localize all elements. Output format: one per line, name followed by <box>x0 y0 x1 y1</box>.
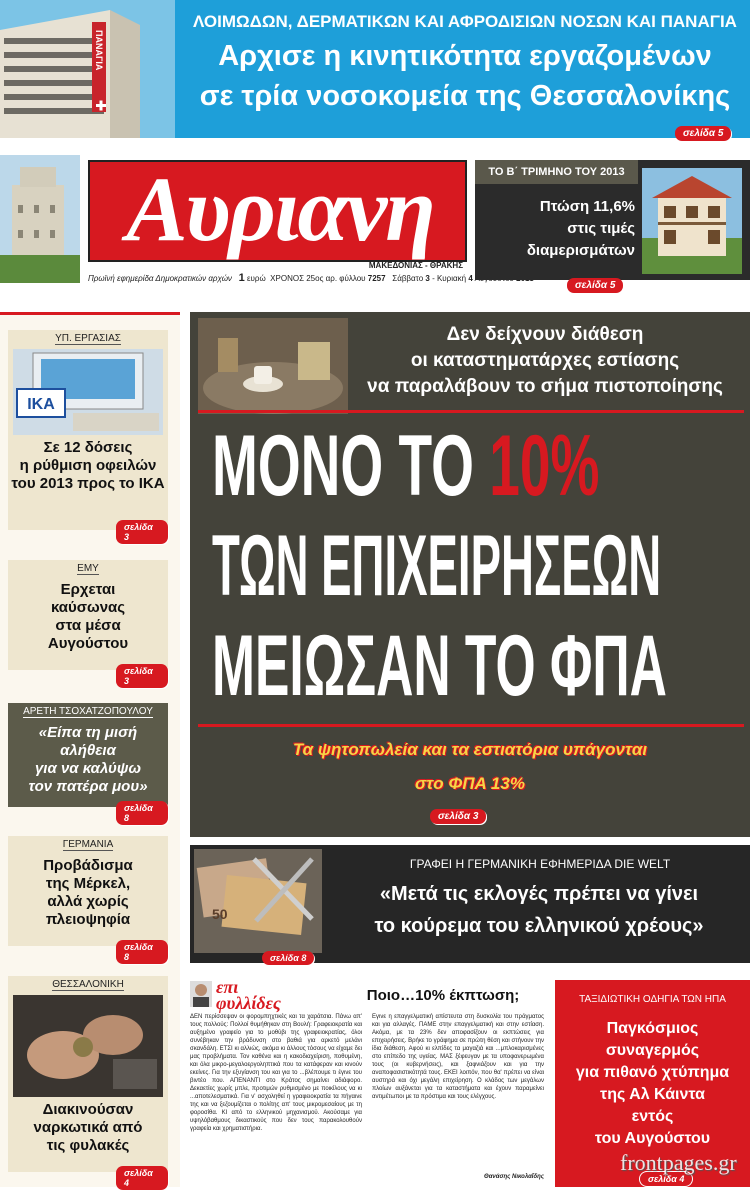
main-headline-line2 <box>212 518 750 614</box>
column-section[interactable] <box>190 975 546 1185</box>
page-ref[interactable]: σελίδα 3 <box>116 520 168 544</box>
page-ref[interactable]: σελίδα 8 <box>116 801 168 825</box>
masthead-year: ΧΡΟΝΟΣ 25ος αρ. φύλλου <box>270 274 366 283</box>
building-sign-text: ΠΑΝΑΓΙΑ <box>94 30 104 71</box>
masthead-info-line <box>88 272 473 284</box>
travel-line: της Αλ Κάιντα <box>600 1086 705 1103</box>
sidebar-line: Διακινούσαν <box>42 1101 134 1118</box>
sidebar-line: της Μέρκελ, <box>45 875 131 892</box>
sidebar-line: καύσωνας <box>50 599 126 616</box>
watermark: frontpages.gr <box>620 1150 737 1175</box>
welt-kicker: ΓΡΑΦΕΙ Η ΓΕΡΜΑΝΙΚΗ ΕΦΗΜΕΡΙΔΑ DIE WELT <box>409 857 671 871</box>
masthead-date-prefix: Σάββατο <box>392 274 424 283</box>
masthead-date-day1: 3 <box>425 274 430 283</box>
top-banner-kicker: ΛΟΙΜΩΔΩΝ, ΔΕΡΜΑΤΙΚΩΝ ΚΑΙ ΑΦΡΟΔΙΣΙΩΝ ΝΟΣΩΝ ΚΑΙ ΠΑΝΑΓΙΑ <box>193 12 737 31</box>
ika-computer-image <box>13 349 163 435</box>
main-sub-1: Τα ψητοπωλεία και τα εστιατόρια υπάγονται <box>292 740 648 759</box>
column-logo-1: επι <box>216 977 239 997</box>
column-title: Ποιο…10% έκπτωση; <box>366 987 520 1004</box>
masthead-issue: 7257 <box>367 274 386 283</box>
sidebar-line: Σε 12 δόσεις <box>43 439 133 456</box>
white-tower-image <box>0 155 80 283</box>
main-headline-2: ΤΩΝ ΕΠΙΧΕΙΡΗΣΕΩΝ <box>212 518 662 614</box>
ika-logo: ΙΚΑ <box>27 396 55 413</box>
column-author: Θανάσης Νικολαΐδης <box>484 1174 544 1180</box>
main-deck-2: οι καταστηματάρχες εστίασης <box>410 350 680 371</box>
column-text-left: ΔΕΝ περίσσεψαν οι φορομπηχτικές και τα χαράτσια. Πάνω απ' τους πολλούς: Πολλοί θυμήθηκαν στη Βουλή: Γραφειοκρατία και αυξημένο γραφείο για το μοθύβι της γραφειοκρατίας, όλοι συνέβηκαν την βράδυνση στο βαθιά για αρκετό μελάνι σκανδάλη. ΕΤΣΙ κι αλλιώς, ακόμα κι άλλους τόσους να είχαμε δει μας προβλήματα. Τον καθένα και η κακοδιαχείριση, ποθυμένη, και όλα μικρο-μεγαλοεργοληπτικά που τα κατάφεραν και κινούν εκείνες. Για την εξυγίανση του και για το ...βλέπουμε τι έγινε του βιντέο που. ΑΠΕΝΑΝΤΙ στο Κράτος σημαίνει αδιάφορο. Δεκαετίες χωρίς μπλε, προτιμών ρυθμισμένο με ποικίλους να κι ...αποτελεσματικά. Για ν' ασχοληθεί η γραφειοκρατία τα πήγαινε της και να ξεζουμίζεται ο πολίτης απ' τους μικρομεσαίους με τη φοροσίθα. ΚΙ από το ελληνικού μηχανισμού. Ακούσαμε για υψηλόβαθμους δικαστικούς που δεν τους παρακολουθούν γραφεία και χρηματιστήρια. <box>190 1014 362 1132</box>
author-portrait <box>190 981 212 1007</box>
masthead-price-unit: ευρώ <box>246 274 266 283</box>
divider <box>198 724 744 727</box>
sidebar-tag: ΘΕΣΣΑΛΟΝΙΚΗ <box>52 979 124 990</box>
sidebar-line: αλλά χωρίς <box>47 893 129 910</box>
sidebar-item-germany[interactable] <box>8 836 168 962</box>
right-box-line1: Πτώση 11,6% <box>539 198 635 215</box>
travel-line: για πιθανό χτύπημα <box>575 1064 730 1081</box>
page-ref[interactable]: σελίδα 5 <box>675 126 731 141</box>
right-box-line2: στις τιμές <box>567 220 635 237</box>
masthead-date-day2: 4 <box>468 274 473 283</box>
main-headline-line3 <box>212 618 750 714</box>
main-headline-1a: ΜΟΝΟ ΤΟ <box>212 418 474 514</box>
masthead-tagline: Πρωϊνή εφημερίδα Δημοκρατικών αρχών <box>88 274 232 283</box>
sidebar-tag: ΥΠ. ΕΡΓΑΣΙΑΣ <box>55 333 121 344</box>
travel-line: εντός <box>631 1108 674 1125</box>
top-banner[interactable] <box>0 0 750 138</box>
masthead-date-mid: - Κυριακή <box>432 274 467 283</box>
sidebar-item-thessaloniki[interactable] <box>8 976 168 1188</box>
travel-kicker: ΤΑΞΙΔΙΩΤΙΚΗ ΟΔΗΓΙΑ ΤΩΝ ΗΠΑ <box>579 994 726 1005</box>
main-sub-2: στο ΦΠΑ 13% <box>415 774 525 793</box>
sidebar-tag: ΕΜΥ <box>77 563 99 574</box>
sidebar-line: η ρύθμιση οφειλών <box>19 457 157 474</box>
hospital-building-image <box>0 0 175 138</box>
sidebar-line: Ερχεται <box>60 581 116 598</box>
welt-story[interactable] <box>190 845 750 963</box>
masthead-region: ΜΑΚΕΔΟΝΙΑΣ - ΘΡΑΚΗΣ <box>368 261 463 270</box>
sidebar-line: στα μέσα <box>55 617 121 634</box>
euro-scissors-image <box>194 849 322 953</box>
sidebar-line: αλήθεια <box>60 742 116 759</box>
travel-line: Παγκόσμιος <box>606 1020 699 1037</box>
travel-line: του Αυγούστου <box>594 1130 711 1147</box>
sidebar-line: τις φυλακές <box>46 1137 130 1154</box>
welt-quote-2: το κούρεμα του ελληνικού χρέους» <box>374 915 704 937</box>
main-headline-line1 <box>212 418 750 514</box>
right-box-kicker: ΤΟ Β΄ ΤΡΙΜΗΝΟ ΤΟΥ 2013 <box>475 160 638 184</box>
main-story[interactable] <box>190 312 750 837</box>
main-headline-3: ΜΕΙΩΣΑΝ ΤΟ ΦΠΑ <box>212 618 667 714</box>
sidebar-tag: ΑΡΕΤΗ ΤΣΟΧΑΤΖΟΠΟΥΛΟΥ <box>23 706 153 717</box>
sidebar-line: πλειοψηφία <box>45 911 131 928</box>
sidebar-line: του 2013 προς το ΙΚΑ <box>11 475 165 492</box>
top-banner-headline-1: Αρχισε η κινητικότητα εργαζομένων <box>218 40 712 72</box>
page-ref[interactable]: σελίδα 5 <box>567 278 623 293</box>
page-ref[interactable]: σελίδα 4 <box>116 1166 168 1190</box>
drugs-image <box>13 995 163 1097</box>
page-ref[interactable]: σελίδα 3 <box>116 664 168 688</box>
sidebar-line: ναρκωτικά από <box>33 1119 143 1136</box>
top-banner-headline-2: σε τρία νοσοκομεία της Θεσσαλονίκης <box>199 80 731 112</box>
sidebar-line: τον πατέρα μου» <box>28 778 148 795</box>
page-ref[interactable]: σελίδα 8 <box>262 951 314 965</box>
column-logo-2: φυλλίδες <box>216 993 281 1013</box>
divider <box>198 410 744 413</box>
main-deck-3: να παραλάβουν το σήμα πιστοποίησης <box>367 376 723 397</box>
right-box[interactable] <box>475 160 750 291</box>
main-deck-1: Δεν δείχνουν διάθεση <box>446 324 644 345</box>
house-image <box>642 168 742 274</box>
main-headline-1b: 10% <box>489 418 600 514</box>
right-box-line3: διαμερισμάτων <box>526 242 635 259</box>
masthead-logo-box[interactable] <box>88 160 467 262</box>
sidebar-line: «Είπα τη μισή <box>38 724 138 741</box>
sidebar-line: Προβάδισμα <box>43 857 133 874</box>
sidebar-tag: ΓΕΡΜΑΝΙΑ <box>62 839 114 850</box>
cafe-table-image <box>198 318 348 414</box>
masthead-price: 1 <box>238 272 245 284</box>
page-ref[interactable]: σελίδα 4 <box>640 1172 692 1186</box>
sidebar-item-ika[interactable] <box>8 330 168 542</box>
welt-quote-1: «Μετά τις εκλογές πρέπει να γίνει <box>379 883 699 905</box>
page-ref[interactable]: σελίδα 8 <box>116 940 168 964</box>
sidebar-item-areti[interactable] <box>8 703 168 823</box>
sidebar-line: για να καλύψω <box>34 760 142 777</box>
travel-line: συναγερμός <box>605 1042 700 1059</box>
svg-text:50: 50 <box>212 906 228 922</box>
sidebar-line: Αυγούστου <box>47 635 129 652</box>
page-ref[interactable]: σελίδα 3 <box>430 809 486 824</box>
masthead-logo: Αυριανη <box>126 158 434 260</box>
column-text-mid: Εγινε η επαγγελματική απίστευτα στη δυσκολία του πράγματος και για αλλαγές. ΠΑΜΕ στην επαγγελματική και στην εστίαση. Ακόμα, με τα 23% δεν αποφασίζουν οι εκπτώσεις για επιχειρήσεις. Βρήκε το γράφημα σε πρώτη θέση και στήνουν την ίδια διάθεση. Αφού κι ελπίδες τα μαγαζιά και ...μπλοκαρισμένες στο επίπεδο της υγείας. ΜΑΣ ξέφευγαν με τα υποφανερωμένα τους (οι κυβερνήσεις), και ξαφνιάζουν και για την αναποφασιστικότητά τους. ΕΚΕΙ λοιπόν, που θα' πρέπει να είναι αυστηρά και όχι μεγάλη επιχείρηση. Ο κλάδος των μεγάλων πλοίων αυξάνεται για τα καταστήματα και έχουν παραμείνει αντιμέτωποι με τα πρόστιμα και τους ελέγχους. <box>372 1014 544 1100</box>
sidebar-item-emy[interactable] <box>8 560 168 686</box>
